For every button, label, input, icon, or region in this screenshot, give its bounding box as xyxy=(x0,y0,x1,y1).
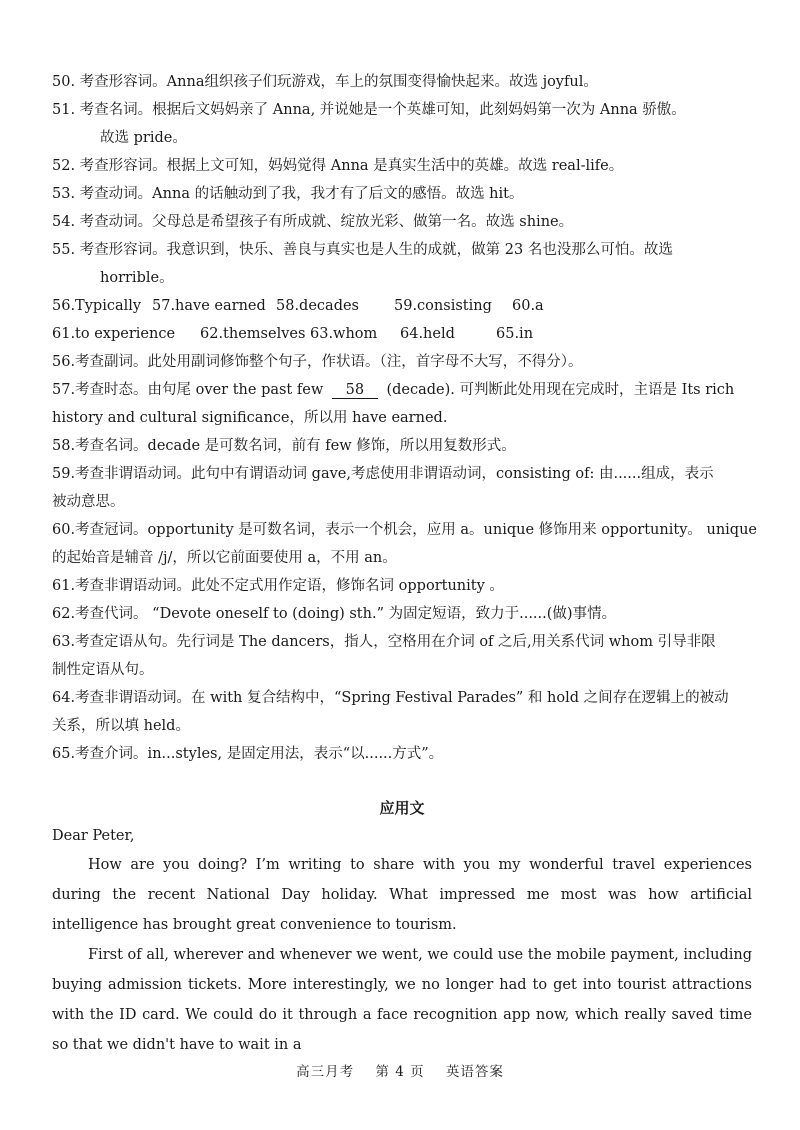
answer-55-cont: horrible。 xyxy=(100,270,174,286)
letter-paragraph-1: How are you doing? I’m writing to share with you my wonderful travel experiences during the recent National Day holiday. What impressed me most was how artificial intelligence has brought great convenience to tourism. xyxy=(52,857,752,933)
letter-paragraph-2: First of all, wherever and whenever we went, we could use the mobile payment, including buying admission tickets. More interestingly, we no longer had to get into tourist attractions with the ID card. We could do it through a face recognition app now, which really saved time so that we didn't have to wait in a xyxy=(52,947,752,1053)
answer-52: 52. 考查形容词。根据上文可知，妈妈觉得 Anna 是真实生活中的英雄。故选 real-life。 xyxy=(52,158,624,174)
key-62: 62.themselves xyxy=(200,326,306,342)
explain-63-cont: 制性定语从句。 xyxy=(52,662,154,678)
answer-page xyxy=(52,68,758,1060)
explain-60: 60.考查冠词。opportunity 是可数名词，表示一个机会，应用 a。unique 修饰用来 opportunity。 unique xyxy=(52,522,758,538)
answer-54: 54. 考查动词。父母总是希望孩子有所成就、绽放光彩、做第一名。故选 shine。 xyxy=(52,214,574,230)
explain-63: 63.考查定语从句。先行词是 The dancers，指人，空格用在介词 of 之后,用关系代词 whom 引导非限 xyxy=(52,634,716,650)
key-64: 64.held xyxy=(400,326,455,342)
explain-57-cont: history and cultural significance，所以用 have earned. xyxy=(52,410,448,426)
letter-salutation: Dear Peter, xyxy=(52,828,135,844)
explain-60-cont: 的起始音是辅音 /j/，所以它前面要使用 a，不用 an。 xyxy=(52,550,397,566)
explain-57-part-a: 57.考查时态。由句尾 over the past few xyxy=(52,382,324,398)
key-59: 59.consisting xyxy=(394,298,492,314)
key-57: 57.have earned xyxy=(152,298,266,314)
answer-53: 53. 考查动词。Anna 的话触动到了我，我才有了后文的感悟。故选 hit。 xyxy=(52,186,524,202)
page-footer xyxy=(0,1060,800,1080)
explain-65: 65.考查介词。in...styles, 是固定用法，表示“以......方式”。 xyxy=(52,746,444,762)
answer-51-cont: 故选 pride。 xyxy=(100,130,187,146)
answer-55: 55. 考查形容词。我意识到，快乐、善良与真实也是人生的成就，做第 23 名也没那么可怕。故选 xyxy=(52,242,673,258)
explain-62: 62.考查代词。 “Devote oneself to (doing) sth.” 为固定短语，致力于......(做)事情。 xyxy=(52,606,617,622)
answer-50: 50. 考查形容词。Anna组织孩子们玩游戏，车上的氛围变得愉快起来。故选 joyful。 xyxy=(52,74,598,90)
explain-56: 56.考查副词。此处用副词修饰整个句子，作状语。（注，首字母不大写，不得分）。 xyxy=(52,354,583,370)
explain-57-part-b: (decade). 可判断此处用现在完成时，主语是 Its rich xyxy=(386,382,735,398)
answer-51: 51. 考查名词。根据后文妈妈亲了 Anna, 并说她是一个英雄可知，此刻妈妈第一次为 Anna 骄傲。 xyxy=(52,102,686,118)
footer-subject: 英语答案 xyxy=(445,1064,504,1080)
explain-58: 58.考查名词。decade 是可数名词，前有 few 修饰，所以用复数形式。 xyxy=(52,438,516,454)
explain-64: 64.考查非谓语动词。在 with 复合结构中，“Spring Festival Parades” 和 hold 之间存在逻辑上的被动 xyxy=(52,690,729,706)
explain-57-blank: 58 xyxy=(332,382,378,399)
key-63: 63.whom xyxy=(310,326,378,342)
footer-page-number: 第 4 页 xyxy=(375,1064,425,1080)
key-58: 58.decades xyxy=(276,298,359,314)
key-65: 65.in xyxy=(496,326,534,342)
key-row-56-60 xyxy=(52,292,752,320)
explain-59: 59.考查非谓语动词。此句中有谓语动词 gave,考虑使用非谓语动词，consisting of: 由......组成，表示 xyxy=(52,466,714,482)
key-56: 56.Typically xyxy=(52,298,142,314)
key-61: 61.to experience xyxy=(52,326,176,342)
key-row-61-65 xyxy=(52,320,752,348)
explain-61: 61.考查非谓语动词。此处不定式用作定语，修饰名词 opportunity 。 xyxy=(52,578,504,594)
explain-64-cont: 关系，所以填 held。 xyxy=(52,718,190,734)
key-60: 60.a xyxy=(512,298,544,314)
explain-57 xyxy=(52,376,752,404)
footer-exam: 高三月考 xyxy=(296,1064,355,1080)
explain-59-cont: 被动意思。 xyxy=(52,494,125,510)
section-title: 应用文 xyxy=(379,799,425,817)
